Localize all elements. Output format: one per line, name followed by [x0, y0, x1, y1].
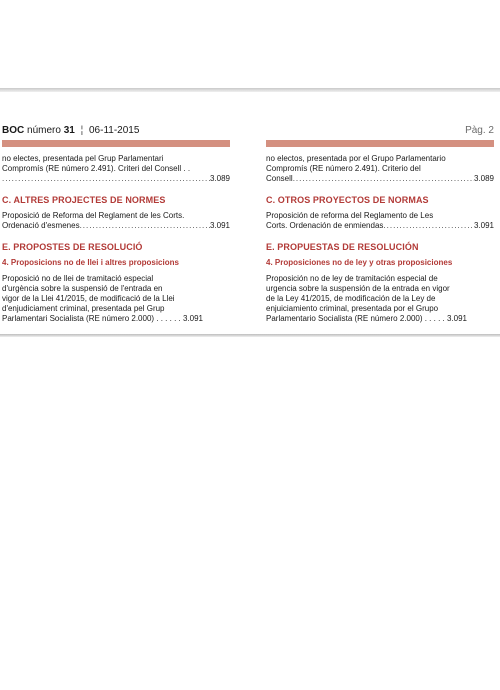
toc-entry-text: Corts. Ordenación de enmiendas — [266, 221, 384, 230]
toc-text-line: Proposición de reforma del Reglamento de Les — [266, 211, 434, 220]
toc-text-line: d'enjudiciament criminal, presentada pel Grup — [2, 304, 165, 313]
issue-date: 06-11-2015 — [89, 125, 140, 136]
section-e-title: E. PROPUESTAS DE RESOLUCIÓN — [266, 242, 419, 252]
page-header-left — [2, 124, 230, 138]
toc-text-line: Parlamentari Socialista (RE número 2.000) . . . . . . 3.091 — [2, 314, 203, 323]
toc-text-line: Proposició de Reforma del Reglament de les Corts. — [2, 211, 185, 220]
boc-label: BOC — [2, 125, 25, 136]
toc-text-line: no electos, presentada por el Grupo Parlamentario — [266, 154, 446, 163]
toc-entry-line — [266, 174, 494, 184]
toc-page-number: 3.089 — [209, 174, 230, 183]
toc-text-line: de la Ley 41/2015, de modificación de la Ley de — [266, 294, 436, 303]
header-rule-right — [266, 140, 494, 147]
toc-text-line: Proposició no de llei de tramitació especial — [2, 274, 154, 283]
section-e-subtitle: 4. Proposicions no de llei i altres proposicions — [2, 258, 179, 267]
leader-dots — [293, 174, 474, 184]
leader-dots — [80, 221, 210, 231]
issue-number: 31 — [63, 125, 75, 136]
header-rule-left — [2, 140, 230, 147]
toc-text-line: urgencia sobre la suspensión de la entrada en vigor — [266, 284, 450, 293]
toc-text-line: Compromís (RE número 2.491). Criteri del Consell . . — [2, 164, 191, 173]
toc-entry-line — [2, 174, 230, 184]
viewport-bottom-shadow — [0, 334, 500, 337]
section-e-subtitle: 4. Proposiciones no de ley y otras proposiciones — [266, 258, 453, 267]
toc-entry-line — [266, 221, 494, 231]
toc-entry-line — [2, 221, 230, 231]
toc-text-line: Proposición no de ley de tramitación especial de — [266, 274, 438, 283]
leader-dots — [383, 221, 474, 231]
toc-body-left — [2, 154, 230, 324]
toc-text-line: no electes, presentada pel Grup Parlamentari — [2, 154, 164, 163]
toc-text-line: enjuiciamiento criminal, presentada por el Grupo — [266, 304, 439, 313]
numero-label: número — [27, 125, 61, 136]
toc-body-right — [266, 154, 494, 324]
document-viewport[interactable] — [0, 92, 500, 335]
toc-text-line: vigor de la Llei 41/2015, de modificació de la Llei — [2, 294, 175, 303]
leader-dots — [2, 174, 210, 184]
page-number: Pàg. 2 — [465, 125, 494, 136]
toc-text-line: d'urgència sobre la suspensió de l'entrada en — [2, 284, 163, 293]
page-header-right — [266, 124, 494, 138]
toc-text-line: Parlamentario Socialista (RE número 2.000) . . . . . 3.091 — [266, 314, 467, 323]
header-separator: ¦ — [80, 125, 84, 136]
section-c-title: C. OTROS PROYECTOS DE NORMAS — [266, 195, 429, 205]
section-e-title: E. PROPOSTES DE RESOLUCIÓ — [2, 242, 143, 252]
toc-page-number: 3.091 — [209, 221, 230, 230]
toc-text-line: Compromís (RE número 2.491). Criterio del — [266, 164, 421, 173]
toc-entry-text: Consell — [266, 174, 293, 183]
toc-entry-text: Ordenació d'esmenes — [2, 221, 80, 230]
toc-page-number: 3.089 — [473, 174, 494, 183]
toc-page-number: 3.091 — [473, 221, 494, 230]
section-c-title: C. ALTRES PROJECTES DE NORMES — [2, 195, 166, 205]
